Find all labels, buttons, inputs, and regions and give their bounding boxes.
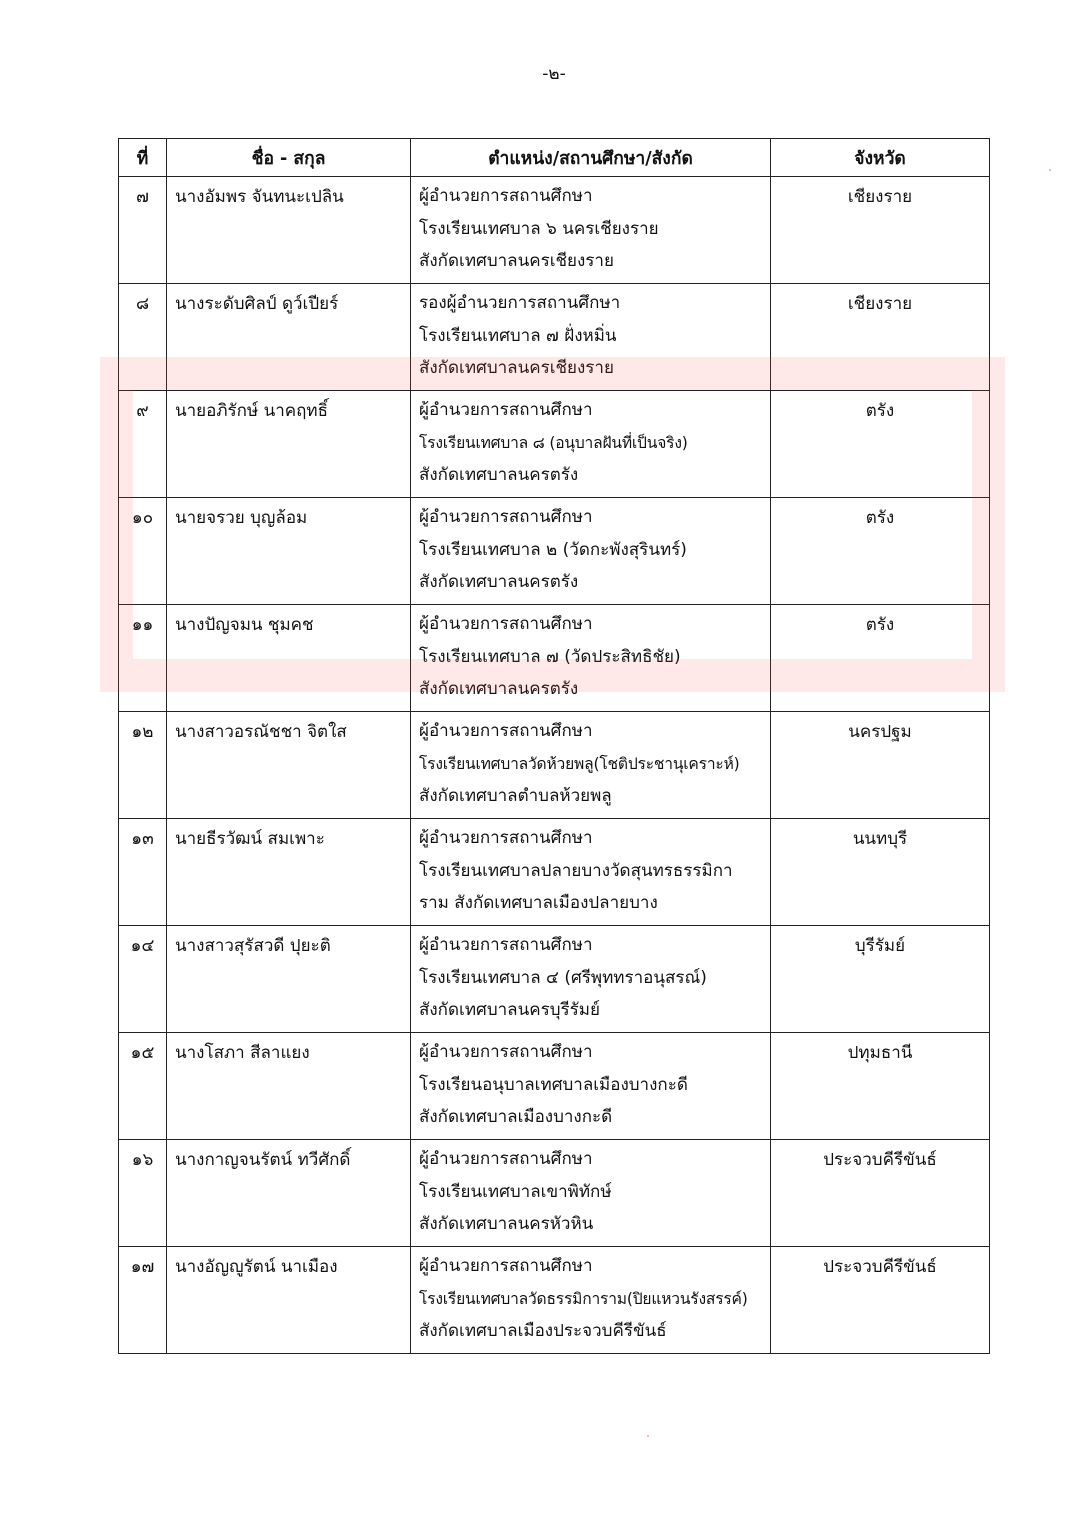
name-cell (167, 177, 411, 284)
position-cell (411, 177, 771, 284)
province-cell (771, 926, 990, 1033)
name-cell (167, 1140, 411, 1247)
row-number-cell (119, 605, 167, 712)
position-line: สังกัดเทศบาลนครหัวหิน (419, 1214, 594, 1234)
province: ประจวบคีรีขันธ์ (823, 1257, 937, 1277)
person-name: นางระดับศิลป์ ดูว์เปียร์ (175, 294, 339, 314)
position-line: โรงเรียนเทศบาลปลายบางวัดสุนทรธรรมิกา (419, 860, 733, 881)
person-name: นายจรวย บุญล้อม (175, 508, 308, 528)
header-position: ตำแหน่ง/สถานศึกษา/สังกัด (411, 139, 771, 177)
position-line: ผู้อำนวยการสถานศึกษา (419, 1256, 593, 1276)
province: นครปฐม (848, 722, 912, 742)
person-name: นางอัมพร จันทนะเปลิน (175, 187, 344, 207)
position-line: โรงเรียนอนุบาลเทศบาลเมืองบางกะดี (419, 1074, 688, 1095)
table-header (119, 139, 990, 177)
name-cell (167, 819, 411, 926)
position-line: สังกัดเทศบาลนครเชียงราย (419, 358, 614, 378)
table-row (119, 1247, 990, 1354)
table-row (119, 177, 990, 284)
person-name: นางปัญจมน ชุมคช (175, 615, 314, 635)
position-line: โรงเรียนเทศบาล ๔ (ศรีพุททราอนุสรณ์) (419, 967, 707, 988)
row-number-cell (119, 391, 167, 498)
position-line: ผู้อำนวยการสถานศึกษา (419, 935, 593, 955)
position-line: โรงเรียนเทศบาลวัดห้วยพลู(โชติประชานุเคราะห์) (419, 754, 740, 773)
name-cell (167, 926, 411, 1033)
name-cell (167, 712, 411, 819)
person-name: นางอัญญูรัตน์ นาเมือง (175, 1257, 338, 1277)
position-cell (411, 605, 771, 712)
row-number: ๑๗ (130, 1257, 155, 1277)
person-name: นางสาวอรณัชชา จิตใส (175, 722, 347, 742)
position-line: ผู้อำนวยการสถานศึกษา (419, 507, 593, 527)
row-number-cell (119, 177, 167, 284)
table-row (119, 1033, 990, 1140)
position-line: ผู้อำนวยการสถานศึกษา (419, 828, 593, 848)
stray-mark (647, 1435, 649, 1437)
header-no: ที่ (119, 139, 167, 177)
province: นนทบุรี (852, 829, 908, 849)
province: เชียงราย (847, 187, 913, 207)
name-cell (167, 284, 411, 391)
table-row (119, 712, 990, 819)
province-cell (771, 391, 990, 498)
province-cell (771, 1247, 990, 1354)
position-cell (411, 712, 771, 819)
page-number: -๒- (542, 64, 566, 84)
position-line: โรงเรียนเทศบาล ๗ ฝั่งหมิ่น (419, 325, 617, 346)
person-name: นายธีรวัฒน์ สมเพาะ (175, 829, 325, 849)
province: ประจวบคีรีขันธ์ (823, 1150, 937, 1170)
position-line: รองผู้อำนวยการสถานศึกษา (419, 293, 621, 313)
person-name: นายอภิรักษ์ นาคฤทธิ์ (175, 401, 328, 421)
position-cell (411, 284, 771, 391)
name-cell (167, 391, 411, 498)
row-number-cell (119, 926, 167, 1033)
position-line: สังกัดเทศบาลนครตรัง (419, 679, 579, 699)
row-number: ๙ (136, 401, 149, 421)
position-cell (411, 1140, 771, 1247)
row-number-cell (119, 712, 167, 819)
position-line: โรงเรียนเทศบาล ๘ (อนุบาลฝันที่เป็นจริง) (419, 433, 688, 452)
position-line: สังกัดเทศบาลเมืองบางกะดี (419, 1107, 613, 1127)
name-cell (167, 1247, 411, 1354)
position-line: ผู้อำนวยการสถานศึกษา (419, 1149, 593, 1169)
position-line: โรงเรียนเทศบาลวัดธรรมิการาม(ปิยแหวนรังสรรค์) (419, 1289, 748, 1308)
row-number-cell (119, 819, 167, 926)
position-line: สังกัดเทศบาลตำบลห้วยพลู (419, 786, 612, 806)
table-row (119, 498, 990, 605)
person-name: นางสาวสุรัสวดี ปุยะติ (175, 936, 331, 956)
row-number: ๑๔ (130, 936, 155, 956)
table-row (119, 605, 990, 712)
stray-mark (1049, 169, 1051, 171)
province: ตรัง (865, 508, 895, 528)
position-line: โรงเรียนเทศบาล ๒ (วัดกะพังสุรินทร์) (419, 539, 687, 560)
province-cell (771, 1140, 990, 1247)
table-row (119, 284, 990, 391)
position-line: ผู้อำนวยการสถานศึกษา (419, 721, 593, 741)
position-line: สังกัดเทศบาลนครบุรีรัมย์ (419, 1000, 600, 1020)
row-number: ๗ (136, 187, 149, 207)
row-number: ๑๖ (131, 1150, 154, 1170)
province-cell (771, 819, 990, 926)
position-line: สังกัดเทศบาลนครตรัง (419, 572, 579, 592)
position-line: โรงเรียนเทศบาล ๗ (วัดประสิทธิชัย) (419, 646, 681, 667)
table-row (119, 1140, 990, 1247)
row-number: ๑๑ (131, 615, 154, 635)
name-cell (167, 1033, 411, 1140)
position-line: สังกัดเทศบาลนครตรัง (419, 465, 579, 485)
table-body (119, 177, 990, 1354)
position-line: โรงเรียนเทศบาล ๖ นครเชียงราย (419, 218, 659, 239)
province-cell (771, 605, 990, 712)
province: ปทุมธานี (847, 1043, 913, 1063)
header-name: ชื่อ - สกุล (167, 139, 411, 177)
position-cell (411, 391, 771, 498)
position-line: ผู้อำนวยการสถานศึกษา (419, 400, 593, 420)
row-number-cell (119, 1140, 167, 1247)
position-line: ผู้อำนวยการสถานศึกษา (419, 614, 593, 634)
name-cell (167, 498, 411, 605)
row-number-cell (119, 1033, 167, 1140)
province: บุรีรัมย์ (854, 936, 906, 956)
row-number: ๑๐ (131, 508, 154, 528)
province-cell (771, 498, 990, 605)
row-number-cell (119, 284, 167, 391)
province: เชียงราย (847, 294, 913, 314)
province: ตรัง (865, 401, 895, 421)
position-line: ผู้อำนวยการสถานศึกษา (419, 1042, 593, 1062)
name-cell (167, 605, 411, 712)
table-row (119, 926, 990, 1033)
position-cell (411, 1033, 771, 1140)
person-name: นางโสภา สีลาแยง (175, 1043, 310, 1063)
province-cell (771, 712, 990, 819)
province-cell (771, 1033, 990, 1140)
header-province: จังหวัด (771, 139, 990, 177)
province: ตรัง (865, 615, 895, 635)
position-line: โรงเรียนเทศบาลเขาพิทักษ์ (419, 1181, 612, 1202)
position-cell (411, 819, 771, 926)
row-number-cell (119, 498, 167, 605)
province-cell (771, 177, 990, 284)
position-cell (411, 926, 771, 1033)
row-number-cell (119, 1247, 167, 1354)
table-row (119, 391, 990, 498)
row-number: ๑๒ (131, 722, 154, 742)
row-number: ๘ (135, 294, 150, 314)
position-line: สังกัดเทศบาลเมืองประจวบคีรีขันธ์ (419, 1321, 667, 1341)
position-line: สังกัดเทศบาลนครเชียงราย (419, 251, 614, 271)
table-row (119, 819, 990, 926)
person-name: นางกาญจนรัตน์ ทวีศักดิ์ (175, 1150, 351, 1170)
province-cell (771, 284, 990, 391)
position-line: ราม สังกัดเทศบาลเมืองปลายบาง (419, 893, 658, 913)
row-number: ๑๕ (130, 1043, 155, 1063)
position-cell (411, 498, 771, 605)
row-number: ๑๓ (131, 829, 154, 849)
roster-table (118, 138, 990, 1354)
position-line: ผู้อำนวยการสถานศึกษา (419, 186, 593, 206)
header-row (119, 139, 990, 177)
position-cell (411, 1247, 771, 1354)
